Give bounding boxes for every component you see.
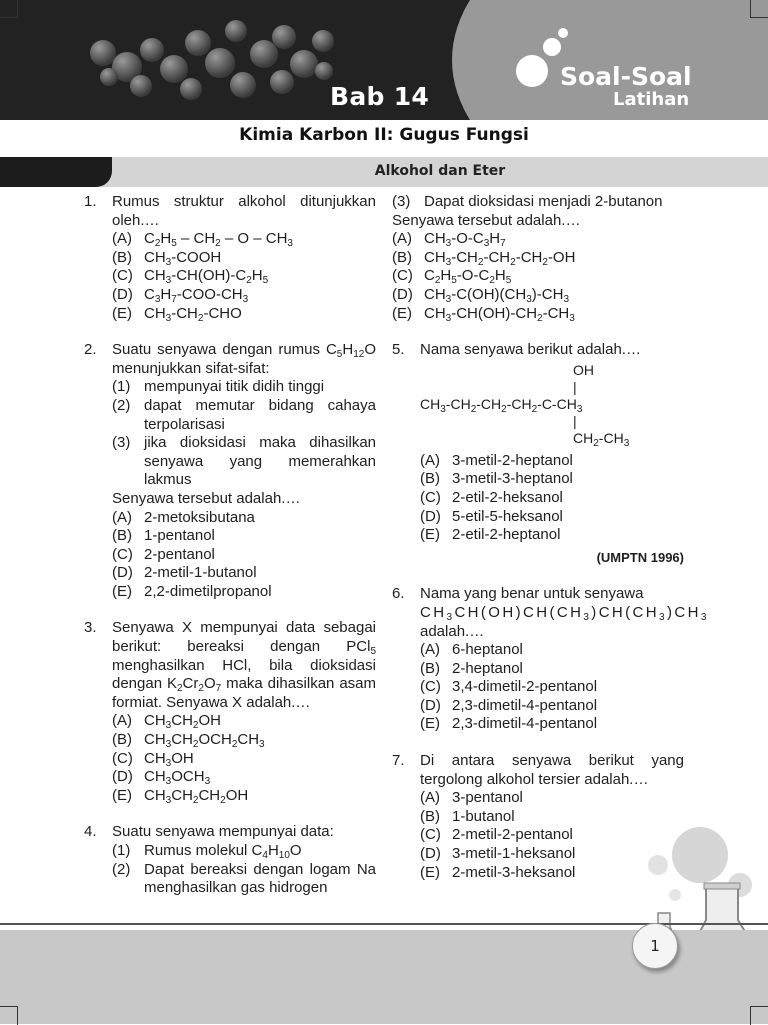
structure-bond-top: | xyxy=(573,378,577,395)
subscript: 2 xyxy=(192,739,199,751)
answer-option xyxy=(112,787,376,806)
answer-option-label: (D) xyxy=(420,507,441,525)
subscript: 3 xyxy=(445,312,452,324)
answer-option-label: (C) xyxy=(112,267,133,285)
crop-mark-bottom-left xyxy=(0,1006,18,1025)
subscript: 3 xyxy=(483,238,490,250)
answer-option-label: (C) xyxy=(112,545,133,563)
answer-option-label: (B) xyxy=(420,807,440,825)
question-stem: Suatu senyawa mempunyai data: xyxy=(112,823,334,841)
answer-option-label: (A) xyxy=(112,712,132,730)
answer-option-text: 2,2-dimetilpropanol xyxy=(144,582,272,600)
answer-option xyxy=(392,249,684,268)
structural-formula xyxy=(420,362,684,448)
answer-option-label: (D) xyxy=(112,564,133,582)
question-stem: Rumus struktur alkohol ditunjukkan oleh.… xyxy=(112,193,376,229)
subscript: 3 xyxy=(165,256,172,268)
question-2 xyxy=(84,341,376,601)
answer-option-text: 3-metil-2-heptanol xyxy=(452,451,573,469)
section-bar xyxy=(0,157,768,187)
condition-item-text: Dapat dioksidasi menjadi 2-butanon xyxy=(424,193,663,210)
answer-option xyxy=(392,230,684,249)
answer-option-label: (E) xyxy=(392,304,412,322)
condition-item-text: Rumus molekul $C_4H_{10}O$ xyxy=(144,842,302,861)
subscript: 7 xyxy=(215,683,222,695)
condition-list-part-2 xyxy=(392,193,684,212)
subscript: 3 xyxy=(242,293,249,305)
answer-option-label: (E) xyxy=(420,715,440,733)
answer-option xyxy=(112,527,376,546)
answer-option xyxy=(112,286,376,305)
crop-mark-bottom-right xyxy=(750,1006,768,1025)
answer-option-text: 2-metoksibutana xyxy=(144,508,255,526)
answer-option-text: $C_3H_7-COO-CH_3$ xyxy=(144,285,249,305)
condition-item-label: (3) xyxy=(112,434,131,452)
condition-item-text: mempunyai titik didih tinggi xyxy=(144,378,325,396)
answer-option-label: (C) xyxy=(420,826,441,844)
subscript: 4 xyxy=(262,850,268,861)
answer-option-text: $CH_3OCH_3$ xyxy=(144,768,211,788)
question-number: 4. xyxy=(84,823,97,841)
answer-option xyxy=(112,768,376,787)
answer-option xyxy=(112,750,376,769)
subscript: 2 xyxy=(489,275,495,287)
subscript: 5 xyxy=(336,349,343,361)
answer-option-text: $CH_3OH$ xyxy=(144,749,194,769)
bubble-large-icon xyxy=(516,55,548,87)
subscript: 5 xyxy=(505,275,512,287)
subscript: 3 xyxy=(623,437,630,449)
answer-option-label: (D) xyxy=(112,768,133,786)
subscript: 3 xyxy=(165,757,172,769)
subscript: 5 xyxy=(262,275,269,287)
question-source: (UMPTN 1996) xyxy=(596,549,684,565)
question-4 xyxy=(84,823,376,897)
answer-option-label: (E) xyxy=(420,526,440,544)
subscript: 2 xyxy=(198,683,204,695)
subscript: 3 xyxy=(563,293,569,305)
answer-option-text: 2,3-dimetil-4-pentanol xyxy=(452,715,598,733)
subscript: 2 xyxy=(537,312,543,324)
condition-item xyxy=(112,397,376,434)
answer-option xyxy=(112,564,376,583)
answer-option xyxy=(112,583,376,602)
answer-option-label: (E) xyxy=(420,863,440,881)
subscript: 2 xyxy=(215,238,221,250)
condition-item xyxy=(392,193,684,212)
question-number: 6. xyxy=(392,585,405,603)
answer-option-text: 3-metil-3-heptanol xyxy=(452,470,573,488)
structure-oh-group: OH xyxy=(573,361,594,378)
answer-option-text: $CH_3-C(OH)(CH_3)-CH_3$ xyxy=(424,285,569,305)
answer-option-label: (B) xyxy=(420,470,440,488)
condition-item-text: dapat memutar bidang cahaya terpolarisasi xyxy=(144,396,376,433)
chapter-title: Kimia Karbon II: Gugus Fungsi xyxy=(239,125,529,145)
header-grey-curve xyxy=(452,0,768,120)
option-list xyxy=(112,509,376,602)
answer-option-text: 2-heptanol xyxy=(452,659,523,677)
compound-formula: $CH_3CH(OH)CH(CH_3)CH(CH_3)CH_3$ xyxy=(420,603,709,623)
answer-option-text: 2,3-dimetil-4-pentanol xyxy=(452,696,598,714)
subscript: 3 xyxy=(165,776,172,788)
subscript: 2 xyxy=(434,275,441,287)
answer-option-text: 5-etil-5-heksanol xyxy=(452,507,563,525)
answer-option xyxy=(420,697,684,716)
left-column xyxy=(84,193,376,916)
answer-option xyxy=(420,678,684,697)
subscript: 2 xyxy=(246,275,252,287)
subscript: 5 xyxy=(451,275,457,287)
subscript: 3 xyxy=(445,238,452,250)
answer-option-label: (B) xyxy=(420,659,440,677)
subscript: 3 xyxy=(165,794,172,806)
subscript: 5 xyxy=(370,646,376,658)
answer-option-text: 1-pentanol xyxy=(144,527,215,545)
subscript: 3 xyxy=(583,611,592,623)
answer-option xyxy=(420,526,684,545)
subscript: 12 xyxy=(353,349,365,361)
subscript: 2 xyxy=(154,238,161,250)
answer-option-label: (A) xyxy=(420,451,440,469)
answer-option xyxy=(112,731,376,750)
crop-mark-top-left xyxy=(0,0,18,18)
subscript: 5 xyxy=(171,238,177,250)
question-1 xyxy=(84,193,376,323)
subscript: 3 xyxy=(165,739,172,751)
question-5 xyxy=(392,341,684,567)
question-number: 7. xyxy=(392,752,405,770)
question-3 xyxy=(84,619,376,805)
answer-option-text: 2-etil-2-heksanol xyxy=(452,488,563,506)
answer-option xyxy=(420,660,684,679)
subscript: 3 xyxy=(569,312,575,324)
option-list xyxy=(420,452,684,545)
answer-option xyxy=(112,546,376,565)
answer-option-text: 2-metil-2-pentanol xyxy=(452,826,573,844)
option-list xyxy=(392,230,684,323)
question-stem: Suatu senyawa dengan rumus $C_5H_{12}O$ menunjukkan sifat-sifat: xyxy=(112,341,376,377)
answer-option xyxy=(112,305,376,324)
answer-option xyxy=(392,267,684,286)
question-stem: Senyawa X mempunyai data sebagai berikut: bereaksi dengan PCl$_5$ menghasilkan HCl, bila dioksidasi dengan $K_2Cr_2O_7$ maka dihasilkan asam formiat. Senyawa X adalah.… xyxy=(112,619,376,711)
answer-option-label: (C) xyxy=(392,267,413,285)
answer-option xyxy=(112,249,376,268)
answer-option xyxy=(420,489,684,508)
subscript: 2 xyxy=(542,256,548,268)
condition-item-label: (2) xyxy=(112,860,131,878)
condition-item-label: (2) xyxy=(112,396,131,414)
answer-option xyxy=(420,808,684,827)
question-4-continued xyxy=(392,193,684,323)
answer-option-text: 1-butanol xyxy=(452,807,515,825)
condition-item-label: (1) xyxy=(112,378,131,396)
answer-option xyxy=(420,715,684,734)
answer-option-text: $CH_3-CH(OH)-C_2H_5$ xyxy=(144,267,269,287)
section-bar-tab xyxy=(0,157,112,187)
subscript: 3 xyxy=(576,403,583,415)
option-list xyxy=(420,641,684,734)
subscript: 2 xyxy=(192,720,199,732)
condition-item xyxy=(112,434,376,490)
subscript: 3 xyxy=(259,739,265,751)
answer-option-label: (D) xyxy=(420,696,441,714)
answer-option xyxy=(420,641,684,660)
condition-item xyxy=(112,378,376,397)
bubble-medium-icon xyxy=(543,38,561,56)
answer-option xyxy=(420,789,684,808)
question-number: 5. xyxy=(392,341,405,359)
answer-option-text: $C_2H_5 - CH_2$ – O – $CH_3$ xyxy=(144,230,293,250)
subscript: 2 xyxy=(477,256,484,268)
answer-option-label: (C) xyxy=(112,749,133,767)
answer-option-label: (B) xyxy=(112,731,132,749)
subscript: 3 xyxy=(440,403,446,415)
subscript: 2 xyxy=(197,312,204,324)
answer-option-text: $C_2H_5-O-C_2H_5$ xyxy=(424,267,512,287)
condition-list-part-1 xyxy=(112,842,376,898)
subscript: 2 xyxy=(501,403,507,415)
chapter-header-banner xyxy=(0,0,768,120)
answer-option-label: (E) xyxy=(112,786,132,804)
structure-bond-bottom: | xyxy=(573,412,577,429)
answer-option xyxy=(420,452,684,471)
subscript: 3 xyxy=(700,611,709,623)
option-list xyxy=(112,712,376,805)
condition-item-label: (3) xyxy=(392,193,411,210)
answer-option-text: $CH_3$-COOH xyxy=(144,248,222,268)
answer-option xyxy=(112,712,376,731)
answer-option-text: $CH_3-O-C_3H_7$ xyxy=(424,230,506,250)
brand-subtitle: Latihan xyxy=(613,89,690,110)
answer-option-label: (D) xyxy=(112,285,133,303)
subscript: 10 xyxy=(278,850,290,861)
subscript: 2 xyxy=(531,403,538,415)
answer-option-label: (E) xyxy=(112,304,132,322)
subscript: 3 xyxy=(659,611,667,623)
question-stem: Nama yang benar untuk senyawa xyxy=(420,585,644,603)
subscript: 3 xyxy=(165,720,172,732)
question-stem: Nama senyawa berikut adalah.… xyxy=(420,341,641,359)
answer-option-label: (E) xyxy=(112,582,132,600)
answer-option-text: $CH_3-CH_2$-CHO xyxy=(144,304,242,324)
crop-mark-top-right xyxy=(750,0,768,18)
subscript: 3 xyxy=(445,256,452,268)
option-list xyxy=(112,230,376,323)
subscript: 3 xyxy=(287,238,293,250)
condition-item xyxy=(112,842,376,861)
bubble-small-icon xyxy=(558,28,568,38)
subscript: 3 xyxy=(165,312,172,324)
answer-option-label: (C) xyxy=(420,488,441,506)
subscript: 2 xyxy=(176,683,183,695)
subscript: 7 xyxy=(171,293,177,305)
answer-option-text: 2-pentanol xyxy=(144,545,215,563)
question-prompt: Senyawa tersebut adalah.… xyxy=(112,489,301,507)
question-stem: Di antara senyawa berikut yang tergolong alkohol tersier adalah.… xyxy=(420,752,684,788)
subscript: 3 xyxy=(154,293,161,305)
subscript: 3 xyxy=(526,293,532,305)
subscript: 2 xyxy=(593,437,599,449)
answer-option-text: 2-metil-3-heksanol xyxy=(452,863,576,881)
subscript: 2 xyxy=(231,739,238,751)
question-number: 3. xyxy=(84,619,97,637)
subscript: 2 xyxy=(220,794,226,806)
structure-ethyl-branch: $CH_2-CH_3$ xyxy=(573,429,630,449)
answer-option-label: (D) xyxy=(420,845,441,863)
question-6 xyxy=(392,585,709,734)
question-prompt: Senyawa tersebut adalah.… xyxy=(392,211,581,229)
answer-option-text: 3-metil-1-heksanol xyxy=(452,845,576,863)
brand-title: Soal-Soal xyxy=(560,62,692,91)
condition-item-text: Dapat bereaksi dengan logam Na menghasilkan gas hidrogen xyxy=(144,860,376,897)
subscript: 3 xyxy=(445,293,452,305)
question-stem-end: adalah.… xyxy=(420,622,485,640)
condition-list xyxy=(112,378,376,490)
subscript: 7 xyxy=(500,238,506,250)
answer-option-label: (B) xyxy=(112,527,132,545)
subscript: 2 xyxy=(470,403,477,415)
answer-option-text: $CH_3CH_2OH$ xyxy=(144,712,221,732)
answer-option-text: 2-metil-1-butanol xyxy=(144,564,257,582)
answer-option-label: (A) xyxy=(112,230,132,248)
right-column xyxy=(392,193,709,900)
subscript: 2 xyxy=(192,794,199,806)
answer-option-label: (D) xyxy=(392,285,413,303)
subscript: 3 xyxy=(165,275,172,287)
condition-item-label: (1) xyxy=(112,842,131,859)
subscript: 3 xyxy=(204,776,211,788)
answer-option xyxy=(112,509,376,528)
answer-option xyxy=(392,286,684,305)
answer-option-label: (A) xyxy=(420,641,440,659)
answer-option-text: 3-pentanol xyxy=(452,789,523,807)
section-title: Alkohol dan Eter xyxy=(374,163,506,179)
answer-option-text: $CH_3-CH_2-CH_2-CH_2-OH$ xyxy=(424,248,576,268)
chapter-label: Bab 14 xyxy=(330,82,430,111)
answer-option-text: $CH_3CH_2OCH_2CH_3$ xyxy=(144,731,265,751)
answer-option xyxy=(392,305,684,324)
subscript: 2 xyxy=(510,256,516,268)
answer-option xyxy=(420,508,684,527)
answer-option-text: 2-etil-2-heptanol xyxy=(452,526,561,544)
answer-option-text: 6-heptanol xyxy=(452,641,523,659)
subscript: 3 xyxy=(446,611,455,623)
answer-option-text: $CH_3-CH(OH)-CH_2-CH_3$ xyxy=(424,304,575,324)
structure-main-chain: $CH_3-CH_2-CH_2-CH_2-C-CH_3$ xyxy=(420,395,583,415)
answer-option-label: (B) xyxy=(392,248,412,266)
page-number: 1 xyxy=(632,923,678,969)
answer-option-label: (A) xyxy=(112,508,132,526)
answer-option-label: (B) xyxy=(112,248,132,266)
condition-item xyxy=(112,861,376,898)
answer-option-text: 3,4-dimetil-2-pentanol xyxy=(452,678,598,696)
answer-option-label: (C) xyxy=(420,678,441,696)
answer-option-label: (A) xyxy=(420,789,440,807)
answer-option-text: $CH_3CH_2CH_2OH$ xyxy=(144,786,249,806)
condition-item-text: jika dioksidasi maka dihasilkan senyawa yang memerahkan lakmus xyxy=(144,434,376,489)
answer-option xyxy=(112,267,376,286)
question-number: 2. xyxy=(84,341,97,359)
question-number: 1. xyxy=(84,193,97,210)
answer-option xyxy=(112,230,376,249)
answer-option-label: (A) xyxy=(392,230,412,248)
answer-option xyxy=(420,470,684,489)
